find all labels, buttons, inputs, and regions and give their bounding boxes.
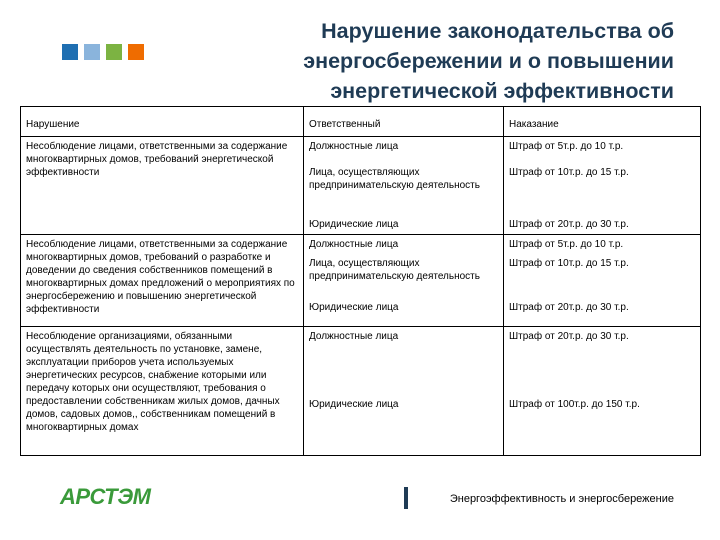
responsible-cell: Юридические лица bbox=[304, 215, 504, 235]
company-logo: АРСТЭМ bbox=[60, 484, 151, 509]
table-row bbox=[21, 327, 701, 396]
responsible-cell: Юридические лица bbox=[304, 395, 504, 456]
penalty-cell: Штраф от 20т.р. до 30 т.р. bbox=[504, 215, 701, 235]
responsible-cell: Должностные лица bbox=[304, 235, 504, 255]
header-penalty: Наказание bbox=[504, 107, 701, 137]
responsible-cell: Должностные лица bbox=[304, 137, 504, 164]
penalty-cell: Штраф от 100т.р. до 150 т.р. bbox=[504, 395, 701, 456]
decor-squares bbox=[62, 44, 144, 60]
violation-cell: Несоблюдение лицами, ответственными за содержание многоквартирных домов, требований энергетической эффективности bbox=[21, 137, 304, 235]
responsible-cell: Лица, осуществляющих предпринимательскую деятельность bbox=[304, 163, 504, 215]
page-title bbox=[214, 16, 674, 106]
title-line: Нарушение законодательства об bbox=[321, 19, 674, 43]
penalty-cell: Штраф от 20т.р. до 30 т.р. bbox=[504, 327, 701, 396]
penalty-cell: Штраф от 5т.р. до 10 т.р. bbox=[504, 137, 701, 164]
decor-square-green bbox=[106, 44, 122, 60]
penalty-cell: Штраф от 20т.р. до 30 т.р. bbox=[504, 298, 701, 327]
header-responsible: Ответственный bbox=[304, 107, 504, 137]
responsible-cell: Юридические лица bbox=[304, 298, 504, 327]
penalty-cell: Штраф от 10т.р. до 15 т.р. bbox=[504, 254, 701, 298]
header-violation: Нарушение bbox=[21, 107, 304, 137]
table-row bbox=[21, 235, 701, 255]
violation-cell: Несоблюдение организациями, обязанными осуществлять деятельность по установке, замене, эксплуатации приборов учета используемых энергетических ресурсов, снабжение которыми или передачу которых они осуществляют, требования о предоставлении собственникам жилых домов, дачных домов, садовых домов,, собственникам помещений в многоквартирных домах bbox=[21, 327, 304, 456]
table-header-row bbox=[21, 107, 701, 137]
footer-caption: Энергоэффективность и энергосбережение bbox=[449, 493, 674, 505]
footer-divider bbox=[404, 487, 408, 509]
title-line: энергетической эффективности bbox=[330, 79, 674, 103]
responsible-cell: Лица, осуществляющих предпринимательскую деятельность bbox=[304, 254, 504, 298]
penalties-table bbox=[20, 106, 701, 456]
decor-square-orange bbox=[128, 44, 144, 60]
table-row bbox=[21, 137, 701, 164]
penalty-cell: Штраф от 10т.р. до 15 т.р. bbox=[504, 163, 701, 215]
title-line: энергосбережении и о повышении bbox=[303, 49, 674, 73]
decor-square-lightblue bbox=[84, 44, 100, 60]
violation-cell: Несоблюдение лицами, ответственными за содержание многоквартирных домов, требований о разработке и доведении до сведения собственников помещений в многоквартирных домах предложений о мероприятиях по энергосбережению и повышению энергетической эффективности bbox=[21, 235, 304, 327]
penalty-cell: Штраф от 5т.р. до 10 т.р. bbox=[504, 235, 701, 255]
responsible-cell: Должностные лица bbox=[304, 327, 504, 396]
decor-square-blue bbox=[62, 44, 78, 60]
